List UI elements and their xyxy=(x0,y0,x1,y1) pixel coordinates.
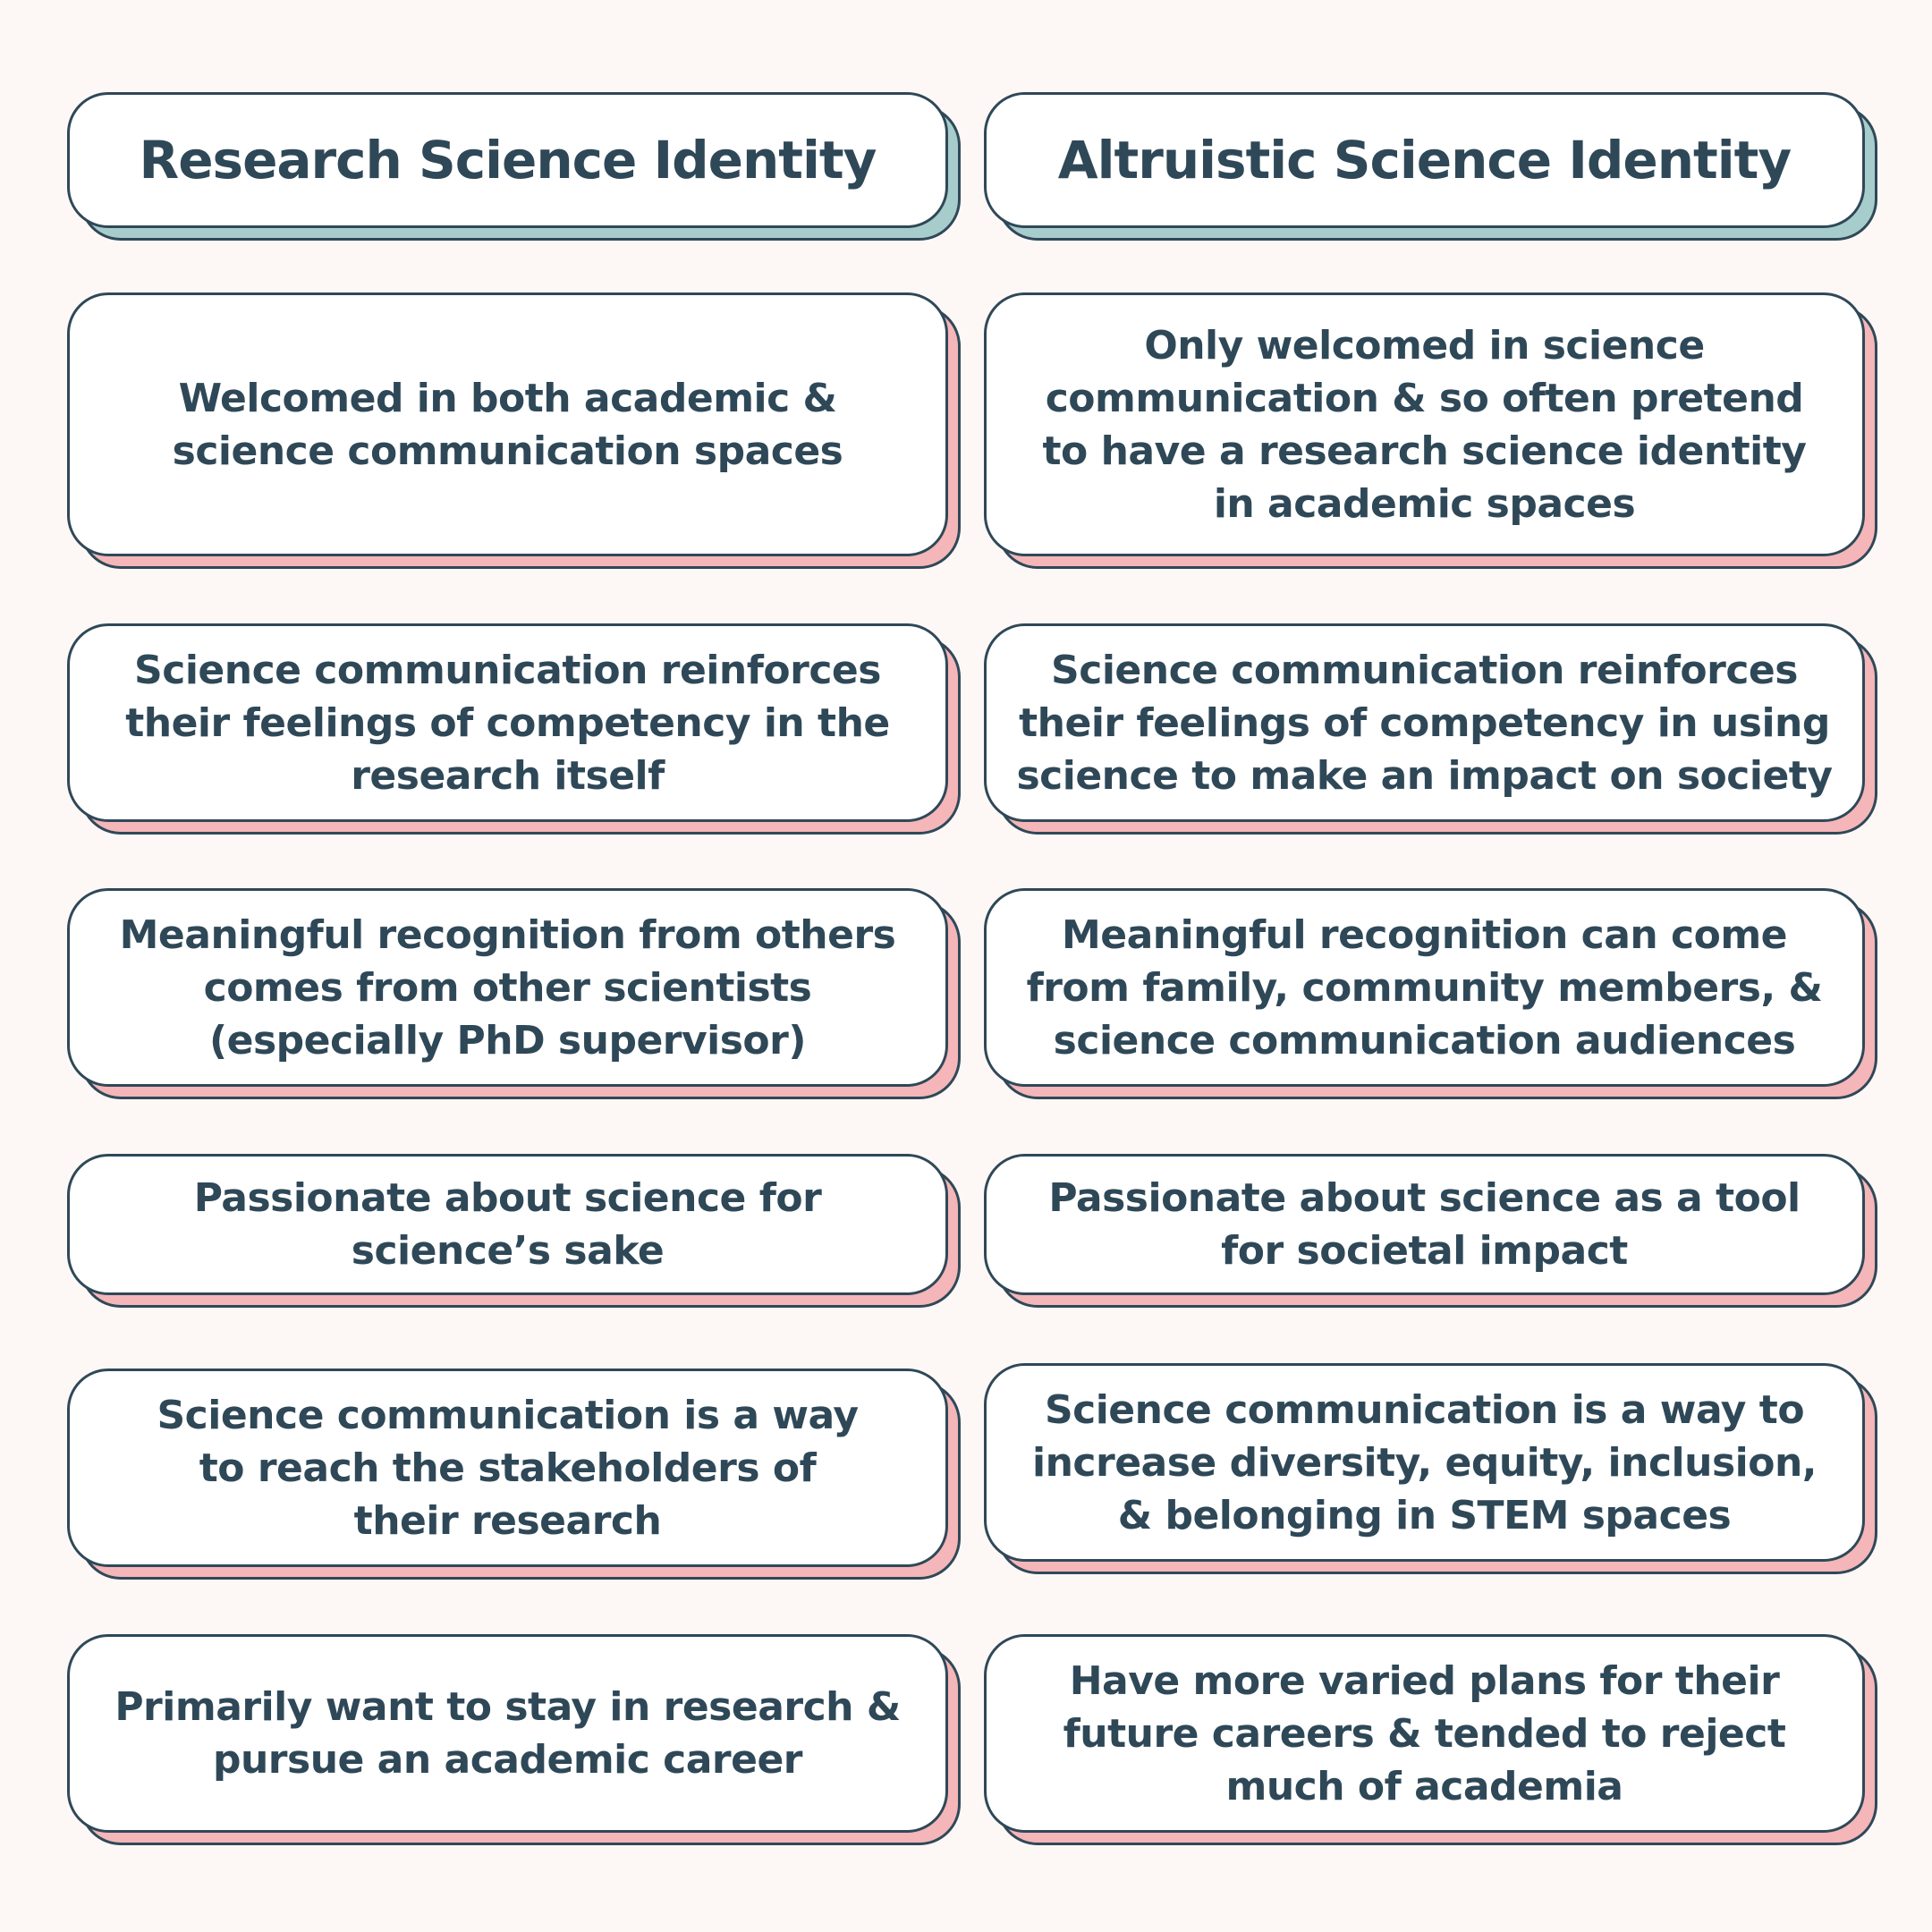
card-face xyxy=(984,1363,1865,1562)
card-face xyxy=(67,888,948,1087)
card-face xyxy=(67,1634,948,1833)
card-face xyxy=(984,623,1865,822)
card-face xyxy=(984,92,1865,228)
card-face xyxy=(67,292,948,556)
altruistic-card-5-text: Science communication is a way to increase diversity, equity, inclusion, & belonging in STEM spaces xyxy=(1032,1386,1817,1538)
card-face xyxy=(67,92,948,228)
card-face xyxy=(984,888,1865,1087)
header-altruistic-label: Altruistic Science Identity xyxy=(1057,130,1792,191)
research-card-3 xyxy=(67,888,948,1087)
card-face xyxy=(984,1634,1865,1833)
research-card-2-text: Science communication reinforces their feelings of competency in the research itself xyxy=(125,647,890,799)
research-card-4-text: Passionate about science for science’s sake xyxy=(193,1175,822,1274)
altruistic-card-2-text: Science communication reinforces their feelings of competency in using science to make an impact on society xyxy=(1016,647,1833,799)
research-card-4 xyxy=(67,1154,948,1295)
header-research-label: Research Science Identity xyxy=(139,130,877,191)
altruistic-card-2 xyxy=(984,623,1865,822)
card-face xyxy=(984,1154,1865,1295)
altruistic-card-1 xyxy=(984,292,1865,556)
altruistic-card-3 xyxy=(984,888,1865,1087)
header-altruistic xyxy=(984,92,1865,228)
card-face xyxy=(67,1368,948,1567)
altruistic-card-4 xyxy=(984,1154,1865,1295)
altruistic-card-1-text: Only welcomed in science communication & so often pretend to have a research science identity in academic spaces xyxy=(1042,322,1807,527)
card-face xyxy=(67,623,948,822)
altruistic-card-6-text: Have more varied plans for their future careers & tended to reject much of academia xyxy=(1063,1657,1786,1809)
card-face xyxy=(67,1154,948,1295)
research-card-5 xyxy=(67,1368,948,1567)
altruistic-card-6 xyxy=(984,1634,1865,1833)
research-card-5-text: Science communication is a way to reach the stakeholders of their research xyxy=(157,1392,859,1544)
altruistic-card-5 xyxy=(984,1363,1865,1562)
card-face xyxy=(984,292,1865,556)
research-card-1 xyxy=(67,292,948,556)
header-research xyxy=(67,92,948,228)
altruistic-card-3-text: Meaningful recognition can come from family, community members, & science communication audiences xyxy=(1026,911,1823,1063)
research-card-6-text: Primarily want to stay in research & pursue an academic career xyxy=(114,1684,901,1783)
research-card-1-text: Welcomed in both academic & science communication spaces xyxy=(172,375,843,474)
altruistic-card-4-text: Passionate about science as a tool for societal impact xyxy=(1048,1175,1801,1274)
research-card-3-text: Meaningful recognition from others comes from other scientists (especially PhD supervisor) xyxy=(119,911,896,1063)
research-card-2 xyxy=(67,623,948,822)
research-card-6 xyxy=(67,1634,948,1833)
